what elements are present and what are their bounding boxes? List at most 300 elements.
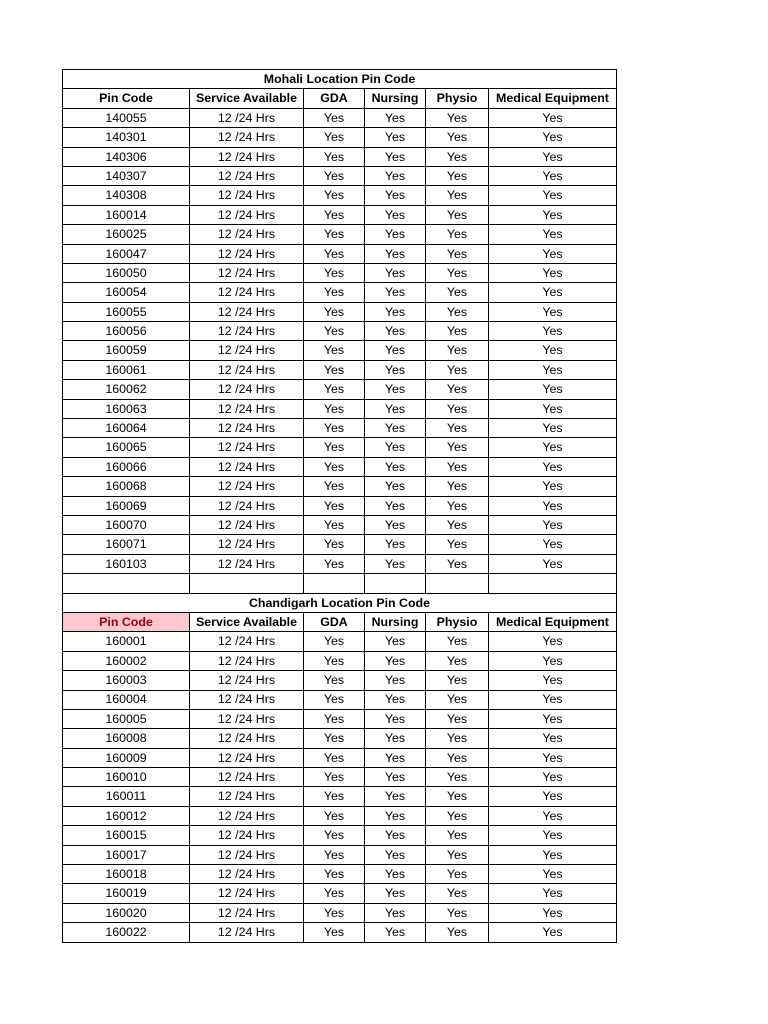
nursing-cell: Yes: [365, 826, 426, 845]
gda-cell: Yes: [304, 729, 365, 748]
medical-equipment-cell: Yes: [489, 225, 617, 244]
table-row: [63, 768, 617, 787]
nursing-cell: Yes: [365, 108, 426, 127]
blank-row: [63, 574, 617, 593]
service-cell: 12 /24 Hrs: [190, 457, 304, 476]
medical-equipment-cell: Yes: [489, 923, 617, 942]
nursing-cell: Yes: [365, 651, 426, 670]
gda-cell: Yes: [304, 515, 365, 534]
service-cell: 12 /24 Hrs: [190, 671, 304, 690]
medical-equipment-cell: Yes: [489, 845, 617, 864]
nursing-cell: Yes: [365, 147, 426, 166]
pin-code-header: Pin Code: [63, 89, 190, 108]
physio-cell: Yes: [426, 186, 489, 205]
table-row: [63, 302, 617, 321]
medical-equipment-cell: Yes: [489, 651, 617, 670]
pin-code-cell: 160068: [63, 477, 190, 496]
nursing-cell: Yes: [365, 399, 426, 418]
nursing-cell: Yes: [365, 671, 426, 690]
medical-equipment-cell: Yes: [489, 108, 617, 127]
nursing-cell: Yes: [365, 205, 426, 224]
physio-cell: Yes: [426, 632, 489, 651]
gda-header: GDA: [304, 89, 365, 108]
physio-cell: Yes: [426, 496, 489, 515]
gda-cell: Yes: [304, 768, 365, 787]
nursing-cell: Yes: [365, 477, 426, 496]
table-row: [63, 205, 617, 224]
service-cell: 12 /24 Hrs: [190, 651, 304, 670]
physio-cell: Yes: [426, 554, 489, 573]
pin-code-cell: 160055: [63, 302, 190, 321]
table-row: [63, 186, 617, 205]
physio-cell: Yes: [426, 923, 489, 942]
gda-cell: Yes: [304, 457, 365, 476]
gda-cell: Yes: [304, 477, 365, 496]
nursing-cell: Yes: [365, 186, 426, 205]
service-cell: 12 /24 Hrs: [190, 438, 304, 457]
nursing-cell: Yes: [365, 554, 426, 573]
table-row: [63, 147, 617, 166]
physio-cell: Yes: [426, 244, 489, 263]
nursing-cell: Yes: [365, 806, 426, 825]
physio-cell: Yes: [426, 806, 489, 825]
gda-cell: Yes: [304, 748, 365, 767]
table-row: [63, 535, 617, 554]
gda-cell: Yes: [304, 651, 365, 670]
gda-cell: Yes: [304, 632, 365, 651]
nursing-cell: Yes: [365, 341, 426, 360]
pin-code-cell: 160069: [63, 496, 190, 515]
pin-code-cell: 160056: [63, 322, 190, 341]
physio-cell: Yes: [426, 515, 489, 534]
service-cell: 12 /24 Hrs: [190, 128, 304, 147]
nursing-cell: Yes: [365, 302, 426, 321]
gda-cell: Yes: [304, 903, 365, 922]
nursing-header: Nursing: [365, 89, 426, 108]
physio-cell: Yes: [426, 690, 489, 709]
medical-equipment-cell: Yes: [489, 787, 617, 806]
table-row: [63, 419, 617, 438]
table-row: [63, 787, 617, 806]
physio-cell: Yes: [426, 341, 489, 360]
service-cell: 12 /24 Hrs: [190, 419, 304, 438]
table-row: [63, 322, 617, 341]
column-header-row: [63, 612, 617, 631]
medical-equipment-cell: Yes: [489, 166, 617, 185]
pin-code-cell: 160047: [63, 244, 190, 263]
medical-equipment-cell: Yes: [489, 729, 617, 748]
medical-equipment-cell: Yes: [489, 535, 617, 554]
pin-code-table: [62, 69, 617, 943]
empty-cell: [489, 574, 617, 593]
physio-cell: Yes: [426, 380, 489, 399]
medical-equipment-cell: Yes: [489, 709, 617, 728]
gda-cell: Yes: [304, 709, 365, 728]
physio-cell: Yes: [426, 477, 489, 496]
nursing-cell: Yes: [365, 515, 426, 534]
service-cell: 12 /24 Hrs: [190, 923, 304, 942]
service-cell: 12 /24 Hrs: [190, 341, 304, 360]
nursing-cell: Yes: [365, 360, 426, 379]
table-row: [63, 457, 617, 476]
gda-cell: Yes: [304, 360, 365, 379]
physio-cell: Yes: [426, 419, 489, 438]
table-row: [63, 380, 617, 399]
service-cell: 12 /24 Hrs: [190, 283, 304, 302]
medical-equipment-cell: Yes: [489, 302, 617, 321]
physio-cell: Yes: [426, 671, 489, 690]
table-row: [63, 709, 617, 728]
table-row: [63, 225, 617, 244]
gda-cell: Yes: [304, 496, 365, 515]
gda-cell: Yes: [304, 419, 365, 438]
nursing-cell: Yes: [365, 690, 426, 709]
service-cell: 12 /24 Hrs: [190, 768, 304, 787]
gda-cell: Yes: [304, 147, 365, 166]
nursing-cell: Yes: [365, 632, 426, 651]
pin-code-cell: 140306: [63, 147, 190, 166]
gda-cell: Yes: [304, 302, 365, 321]
table-row: [63, 632, 617, 651]
nursing-cell: Yes: [365, 263, 426, 282]
pin-code-cell: 160008: [63, 729, 190, 748]
table-row: [63, 923, 617, 942]
nursing-cell: Yes: [365, 225, 426, 244]
nursing-cell: Yes: [365, 457, 426, 476]
medical-equipment-cell: Yes: [489, 748, 617, 767]
physio-cell: Yes: [426, 108, 489, 127]
medical-equipment-cell: Yes: [489, 128, 617, 147]
pin-code-cell: 160070: [63, 515, 190, 534]
gda-cell: Yes: [304, 128, 365, 147]
medical-equipment-cell: Yes: [489, 903, 617, 922]
table-row: [63, 166, 617, 185]
pin-code-cell: 160019: [63, 884, 190, 903]
service-cell: 12 /24 Hrs: [190, 515, 304, 534]
empty-cell: [63, 574, 190, 593]
pin-code-cell: 160065: [63, 438, 190, 457]
pin-code-header: Pin Code: [63, 612, 190, 631]
pin-code-cell: 160054: [63, 283, 190, 302]
table-row: [63, 806, 617, 825]
medical-equipment-cell: Yes: [489, 360, 617, 379]
nursing-cell: Yes: [365, 845, 426, 864]
service-cell: 12 /24 Hrs: [190, 535, 304, 554]
service-cell: 12 /24 Hrs: [190, 690, 304, 709]
gda-cell: Yes: [304, 283, 365, 302]
pin-code-cell: 160005: [63, 709, 190, 728]
service-cell: 12 /24 Hrs: [190, 554, 304, 573]
pin-code-cell: 160014: [63, 205, 190, 224]
physio-cell: Yes: [426, 205, 489, 224]
service-cell: 12 /24 Hrs: [190, 263, 304, 282]
service-cell: 12 /24 Hrs: [190, 865, 304, 884]
physio-cell: Yes: [426, 865, 489, 884]
physio-header: Physio: [426, 89, 489, 108]
medical-equipment-cell: Yes: [489, 806, 617, 825]
medical-equipment-cell: Yes: [489, 457, 617, 476]
nursing-cell: Yes: [365, 166, 426, 185]
table-row: [63, 283, 617, 302]
pin-code-cell: 160059: [63, 341, 190, 360]
service-cell: 12 /24 Hrs: [190, 147, 304, 166]
gda-cell: Yes: [304, 806, 365, 825]
service-cell: 12 /24 Hrs: [190, 826, 304, 845]
physio-cell: Yes: [426, 903, 489, 922]
service-cell: 12 /24 Hrs: [190, 166, 304, 185]
table-row: [63, 884, 617, 903]
gda-cell: Yes: [304, 341, 365, 360]
nursing-cell: Yes: [365, 244, 426, 263]
pin-code-cell: 160001: [63, 632, 190, 651]
physio-cell: Yes: [426, 787, 489, 806]
medical-equipment-cell: Yes: [489, 768, 617, 787]
medical-equipment-cell: Yes: [489, 884, 617, 903]
table-row: [63, 515, 617, 534]
service-cell: 12 /24 Hrs: [190, 884, 304, 903]
table-row: [63, 263, 617, 282]
gda-cell: Yes: [304, 865, 365, 884]
service-cell: 12 /24 Hrs: [190, 244, 304, 263]
pin-code-cell: 160018: [63, 865, 190, 884]
medical-equipment-cell: Yes: [489, 186, 617, 205]
section-title-row: [63, 70, 617, 89]
section-title: Mohali Location Pin Code: [63, 70, 617, 89]
pin-code-cell: 160063: [63, 399, 190, 418]
pin-code-cell: 140307: [63, 166, 190, 185]
physio-cell: Yes: [426, 826, 489, 845]
service-cell: 12 /24 Hrs: [190, 903, 304, 922]
nursing-cell: Yes: [365, 729, 426, 748]
physio-cell: Yes: [426, 263, 489, 282]
physio-cell: Yes: [426, 729, 489, 748]
pin-code-cell: 160061: [63, 360, 190, 379]
gda-cell: Yes: [304, 438, 365, 457]
physio-cell: Yes: [426, 651, 489, 670]
pin-code-cell: 160012: [63, 806, 190, 825]
table-row: [63, 554, 617, 573]
gda-cell: Yes: [304, 244, 365, 263]
pin-code-cell: 160050: [63, 263, 190, 282]
nursing-cell: Yes: [365, 884, 426, 903]
nursing-header: Nursing: [365, 612, 426, 631]
medical-equipment-cell: Yes: [489, 865, 617, 884]
service-cell: 12 /24 Hrs: [190, 302, 304, 321]
physio-cell: Yes: [426, 360, 489, 379]
medical-equipment-cell: Yes: [489, 690, 617, 709]
table-row: [63, 845, 617, 864]
table-row: [63, 651, 617, 670]
gda-cell: Yes: [304, 845, 365, 864]
table-row: [63, 438, 617, 457]
pin-code-cell: 160071: [63, 535, 190, 554]
nursing-cell: Yes: [365, 787, 426, 806]
service-cell: 12 /24 Hrs: [190, 845, 304, 864]
pin-code-cell: 160020: [63, 903, 190, 922]
physio-cell: Yes: [426, 748, 489, 767]
physio-cell: Yes: [426, 457, 489, 476]
gda-cell: Yes: [304, 884, 365, 903]
medical-equipment-cell: Yes: [489, 671, 617, 690]
table-row: [63, 244, 617, 263]
pin-code-cell: 160009: [63, 748, 190, 767]
pin-code-cell: 160062: [63, 380, 190, 399]
medical-equipment-cell: Yes: [489, 826, 617, 845]
medical-equipment-cell: Yes: [489, 632, 617, 651]
physio-cell: Yes: [426, 302, 489, 321]
nursing-cell: Yes: [365, 496, 426, 515]
empty-cell: [426, 574, 489, 593]
medical-equipment-cell: Yes: [489, 419, 617, 438]
service-cell: 12 /24 Hrs: [190, 380, 304, 399]
physio-cell: Yes: [426, 225, 489, 244]
pin-code-cell: 140308: [63, 186, 190, 205]
service-cell: 12 /24 Hrs: [190, 787, 304, 806]
section-title-row: [63, 593, 617, 612]
pin-code-cell: 160002: [63, 651, 190, 670]
service-available-header: Service Available: [190, 89, 304, 108]
medical-equipment-cell: Yes: [489, 147, 617, 166]
nursing-cell: Yes: [365, 128, 426, 147]
table-row: [63, 729, 617, 748]
table-row: [63, 865, 617, 884]
physio-header: Physio: [426, 612, 489, 631]
gda-cell: Yes: [304, 690, 365, 709]
medical-equipment-header: Medical Equipment: [489, 612, 617, 631]
nursing-cell: Yes: [365, 419, 426, 438]
nursing-cell: Yes: [365, 903, 426, 922]
nursing-cell: Yes: [365, 865, 426, 884]
empty-cell: [365, 574, 426, 593]
pin-code-cell: 160003: [63, 671, 190, 690]
section-title: Chandigarh Location Pin Code: [63, 593, 617, 612]
medical-equipment-cell: Yes: [489, 263, 617, 282]
empty-cell: [304, 574, 365, 593]
service-cell: 12 /24 Hrs: [190, 322, 304, 341]
medical-equipment-cell: Yes: [489, 515, 617, 534]
table-row: [63, 108, 617, 127]
medical-equipment-cell: Yes: [489, 322, 617, 341]
table-row: [63, 128, 617, 147]
medical-equipment-header: Medical Equipment: [489, 89, 617, 108]
pin-code-cell: 160015: [63, 826, 190, 845]
table-row: [63, 360, 617, 379]
service-cell: 12 /24 Hrs: [190, 205, 304, 224]
table-row: [63, 748, 617, 767]
gda-cell: Yes: [304, 535, 365, 554]
nursing-cell: Yes: [365, 923, 426, 942]
gda-cell: Yes: [304, 923, 365, 942]
medical-equipment-cell: Yes: [489, 438, 617, 457]
gda-cell: Yes: [304, 205, 365, 224]
gda-cell: Yes: [304, 225, 365, 244]
gda-cell: Yes: [304, 322, 365, 341]
physio-cell: Yes: [426, 322, 489, 341]
physio-cell: Yes: [426, 128, 489, 147]
gda-cell: Yes: [304, 166, 365, 185]
pin-code-cell: 160103: [63, 554, 190, 573]
physio-cell: Yes: [426, 147, 489, 166]
service-cell: 12 /24 Hrs: [190, 360, 304, 379]
service-cell: 12 /24 Hrs: [190, 496, 304, 515]
medical-equipment-cell: Yes: [489, 244, 617, 263]
physio-cell: Yes: [426, 768, 489, 787]
nursing-cell: Yes: [365, 768, 426, 787]
nursing-cell: Yes: [365, 322, 426, 341]
nursing-cell: Yes: [365, 748, 426, 767]
nursing-cell: Yes: [365, 380, 426, 399]
table-row: [63, 826, 617, 845]
medical-equipment-cell: Yes: [489, 205, 617, 224]
pin-code-cell: 140301: [63, 128, 190, 147]
service-cell: 12 /24 Hrs: [190, 399, 304, 418]
table-row: [63, 671, 617, 690]
medical-equipment-cell: Yes: [489, 477, 617, 496]
service-cell: 12 /24 Hrs: [190, 748, 304, 767]
nursing-cell: Yes: [365, 709, 426, 728]
table-row: [63, 496, 617, 515]
service-cell: 12 /24 Hrs: [190, 806, 304, 825]
service-cell: 12 /24 Hrs: [190, 225, 304, 244]
service-cell: 12 /24 Hrs: [190, 709, 304, 728]
column-header-row: [63, 89, 617, 108]
pin-code-cell: 160010: [63, 768, 190, 787]
pin-code-cell: 160022: [63, 923, 190, 942]
medical-equipment-cell: Yes: [489, 341, 617, 360]
nursing-cell: Yes: [365, 283, 426, 302]
table-row: [63, 903, 617, 922]
service-cell: 12 /24 Hrs: [190, 477, 304, 496]
physio-cell: Yes: [426, 884, 489, 903]
table-row: [63, 690, 617, 709]
medical-equipment-cell: Yes: [489, 283, 617, 302]
empty-cell: [190, 574, 304, 593]
service-available-header: Service Available: [190, 612, 304, 631]
pin-code-cell: 160064: [63, 419, 190, 438]
physio-cell: Yes: [426, 709, 489, 728]
table-row: [63, 341, 617, 360]
gda-cell: Yes: [304, 671, 365, 690]
gda-cell: Yes: [304, 826, 365, 845]
table-row: [63, 477, 617, 496]
physio-cell: Yes: [426, 166, 489, 185]
physio-cell: Yes: [426, 845, 489, 864]
pin-code-cell: 160004: [63, 690, 190, 709]
table-row: [63, 399, 617, 418]
nursing-cell: Yes: [365, 438, 426, 457]
medical-equipment-cell: Yes: [489, 496, 617, 515]
pin-code-cell: 160066: [63, 457, 190, 476]
service-cell: 12 /24 Hrs: [190, 632, 304, 651]
medical-equipment-cell: Yes: [489, 399, 617, 418]
gda-cell: Yes: [304, 380, 365, 399]
service-cell: 12 /24 Hrs: [190, 729, 304, 748]
physio-cell: Yes: [426, 283, 489, 302]
pin-code-cell: 160017: [63, 845, 190, 864]
gda-cell: Yes: [304, 554, 365, 573]
physio-cell: Yes: [426, 438, 489, 457]
physio-cell: Yes: [426, 399, 489, 418]
gda-cell: Yes: [304, 186, 365, 205]
medical-equipment-cell: Yes: [489, 554, 617, 573]
pin-code-cell: 160025: [63, 225, 190, 244]
nursing-cell: Yes: [365, 535, 426, 554]
medical-equipment-cell: Yes: [489, 380, 617, 399]
physio-cell: Yes: [426, 535, 489, 554]
gda-cell: Yes: [304, 399, 365, 418]
pin-code-cell: 140055: [63, 108, 190, 127]
gda-cell: Yes: [304, 108, 365, 127]
